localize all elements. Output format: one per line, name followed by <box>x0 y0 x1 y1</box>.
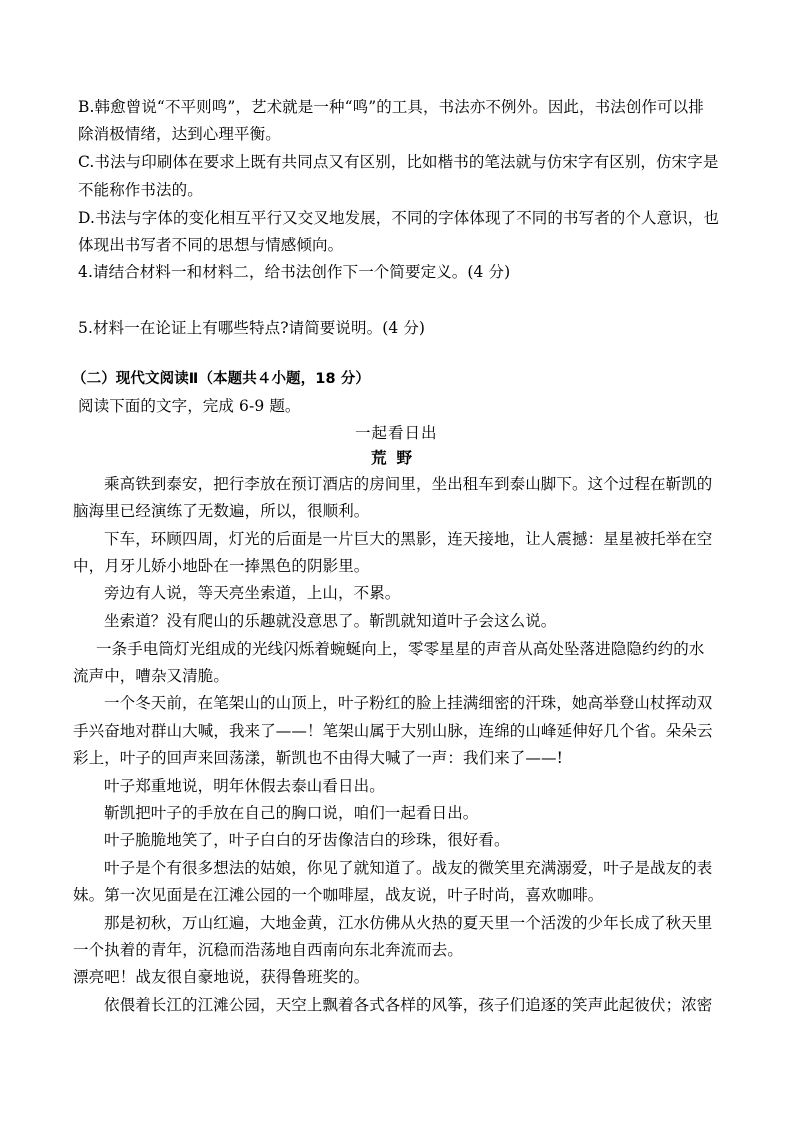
option-b-line-1: B.韩愈曾说“不平则鸣”，艺术就是一种“鸣”的工具，书法亦不例外。因此，书法创作可以排 <box>78 98 704 116</box>
section-instruction: 阅读下面的文字，完成 6-9 题。 <box>78 397 301 415</box>
story-line: 脑海里已经演练了无数遍，所以，很顺利。 <box>73 502 370 520</box>
question-5: 5.材料一在论证上有哪些特点?请简要说明。(4 分) <box>78 319 426 337</box>
option-c-line-2: 不能称作书法的。 <box>78 181 203 199</box>
option-c-line-1: C.书法与印刷体在要求上既有共同点又有区别，比如楷书的笔法就与仿宋字有区别，仿宋字是 <box>78 153 719 171</box>
story-line: 漂亮吧！战友很自豪地说，获得鲁班奖的。 <box>73 968 370 986</box>
story-line: 叶子脆脆地笑了，叶子白白的牙齿像洁白的珍珠，很好看。 <box>104 831 510 849</box>
story-line: 下车，环顾四周，灯光的后面是一片巨大的黑影，连天接地，让人震撼：星星被托举在空 <box>104 530 713 548</box>
story-line: 中，月牙儿娇小地卧在一捧黑色的阴影里。 <box>73 557 370 575</box>
story-line: 靳凯把叶子的手放在自己的胸口说，咱们一起看日出。 <box>104 804 479 822</box>
option-b-line-2: 除消极情绪，达到心理平衡。 <box>78 125 281 143</box>
option-d-line-1: D.书法与字体的变化相互平行又交叉地发展，不同的字体体现了不同的书写者的个人意识，也 <box>78 209 720 227</box>
story-line: 一个执着的青年，沉稳而浩荡地自西南向东北奔流而去。 <box>73 941 464 959</box>
story-line: 叶子郑重地说，明年休假去泰山看日出。 <box>104 777 385 795</box>
story-line: 彩上，叶子的回声来回荡漾，靳凯也不由得大喊了一声：我们来了——! <box>73 749 563 767</box>
story-title: 一起看日出 <box>355 424 438 442</box>
story-line: 手兴奋地对群山大喊，我来了——！笔架山属于大别山脉，连绵的山峰延伸好几个省。朵朵云 <box>73 722 713 740</box>
story-line: 叶子是个有很多想法的姑娘，你见了就知道了。战友的微笑里充满溺爱，叶子是战友的表 <box>104 859 713 877</box>
story-line: 旁边有人说，等天亮坐索道，上山，不累。 <box>104 584 401 602</box>
story-line: 坐索道？没有爬山的乐趣就没意思了。靳凯就知道叶子会这么说。 <box>104 612 557 630</box>
story-line: 一条手电筒灯光组成的光线闪烁着蜿蜒向上，零零星星的声音从高处坠落进隐隐约约的水 <box>96 640 705 658</box>
section-heading: （二）现代文阅读Ⅱ（本题共４小题，18 分） <box>72 371 370 387</box>
option-d-line-2: 体现出书写者不同的思想与情感倾向。 <box>78 236 344 254</box>
story-line: 依偎着长江的江滩公园，天空上飘着各式各样的风筝，孩子们追逐的笑声此起彼伏；浓密 <box>104 996 713 1014</box>
story-line: 一个冬天前，在笔架山的山顶上，叶子粉红的脸上挂满细密的汗珠，她高举登山杖挥动双 <box>104 694 713 712</box>
story-author: 荒野 <box>371 448 423 467</box>
question-4: 4.请结合材料一和材料二，给书法创作下一个简要定义。(4 分) <box>78 263 511 281</box>
story-line: 那是初秋，万山红遍，大地金黄，江水仿佛从火热的夏天里一个活泼的少年长成了秋天里 <box>104 914 713 932</box>
story-line: 流声中，嘈杂又清脆。 <box>73 667 230 685</box>
story-line: 乘高铁到泰安，把行李放在预订酒店的房间里，坐出租车到泰山脚下。这个过程在靳凯的 <box>104 475 713 493</box>
story-line: 妹。第一次见面是在江滩公园的一个咖啡屋，战友说，叶子时尚，喜欢咖啡。 <box>73 886 604 904</box>
